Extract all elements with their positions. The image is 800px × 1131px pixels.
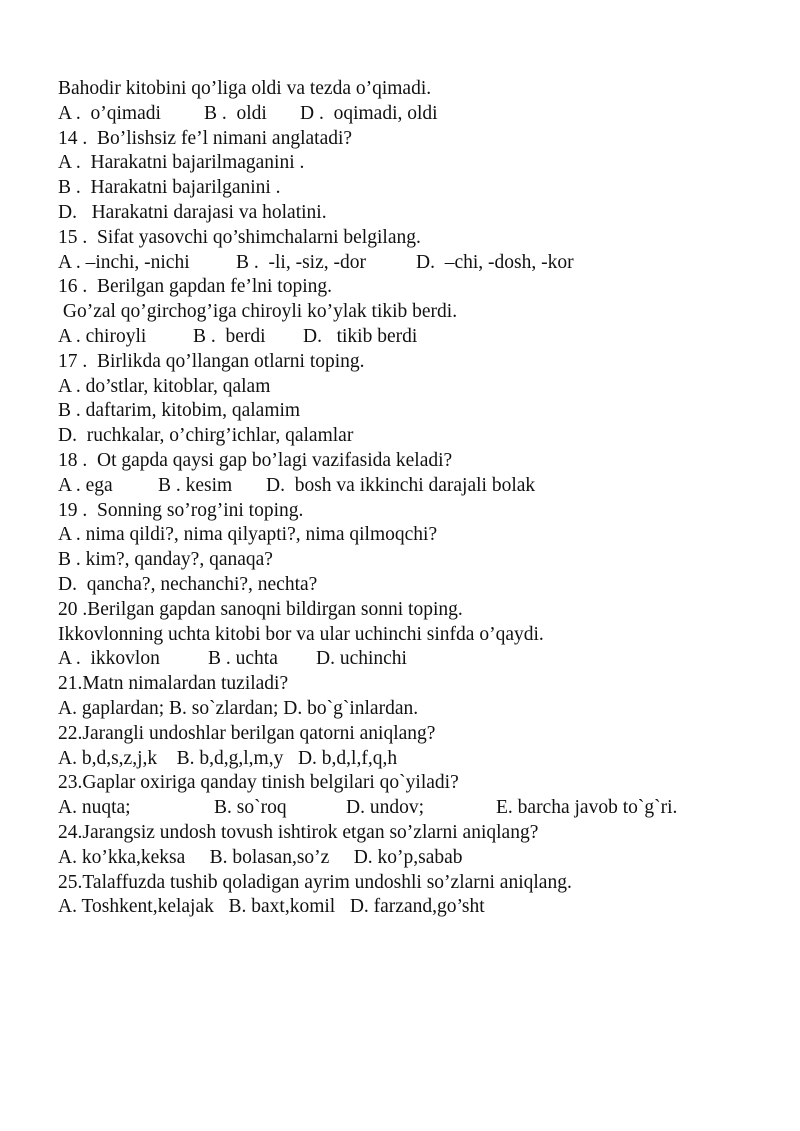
- answer-option: A . chiroyli: [58, 325, 147, 347]
- answer-option: A . ikkovlon: [58, 648, 160, 670]
- answer-option: B . berdi: [193, 325, 266, 347]
- answer-option: A . o’qimadi: [58, 102, 161, 124]
- answer-option: D. bosh va ikkinchi darajali bolak: [266, 474, 536, 496]
- text-line: A. gaplardan; B. so`zlardan; D. bo`g`inlardan.: [58, 697, 419, 719]
- text-line: Go’zal qo’girchog’iga chiroyli ko’ylak tikib berdi.: [58, 301, 458, 323]
- answer-option: D. –chi, -dosh, -kor: [416, 251, 574, 273]
- text-line: A . nima qildi?, nima qilyapti?, nima qilmoqchi?: [58, 524, 438, 546]
- text-line: B . daftarim, kitobim, qalamim: [58, 400, 301, 422]
- text-line: Ikkovlonning uchta kitobi bor va ular uchinchi sinfda o’qaydi.: [58, 623, 544, 645]
- text-line: D. ruchkalar, o’chirg’ichlar, qalamlar: [58, 425, 354, 447]
- text-line: 15 . Sifat yasovchi qo’shimchalarni belgilang.: [58, 226, 421, 248]
- answer-options-line: [58, 474, 778, 499]
- answer-options-line: [58, 796, 778, 821]
- text-line: 24.Jarangsiz undosh tovush ishtirok etgan so’zlarni aniqlang?: [58, 821, 539, 843]
- answer-option: A. nuqta;: [58, 797, 131, 819]
- text-line: 18 . Ot gapda qaysi gap bo’lagi vazifasida keladi?: [58, 449, 453, 471]
- answer-option: E. barcha javob to`g`ri.: [496, 797, 678, 819]
- text-line: A. b,d,s,z,j,k B. b,d,g,l,m,y D. b,d,l,f,q,h: [58, 747, 398, 769]
- text-line: A. Toshkent,kelajak B. baxt,komil D. farzand,go’sht: [58, 896, 485, 918]
- text-line: D. qancha?, nechanchi?, nechta?: [58, 573, 318, 595]
- answer-option: D . oqimadi, oldi: [300, 102, 438, 124]
- answer-option: A . ega: [58, 474, 113, 496]
- answer-option: B . -li, -siz, -dor: [236, 251, 366, 273]
- answer-option: B . uchta: [208, 648, 278, 670]
- answer-option: D. undov;: [346, 797, 424, 819]
- text-line: A . Harakatni bajarilmaganini .: [58, 152, 305, 174]
- answer-options-line: [58, 251, 778, 276]
- text-line: 22.Jarangli undoshlar berilgan qatorni aniqlang?: [58, 722, 436, 744]
- text-line: A. ko’kka,keksa B. bolasan,so’z D. ko’p,sabab: [58, 846, 463, 868]
- answer-options-line: [58, 102, 778, 127]
- text-line: Bahodir kitobini qo’liga oldi va tezda o’qimadi.: [58, 78, 432, 99]
- document-page: [58, 77, 778, 920]
- answer-options-line: [58, 325, 778, 350]
- text-line: A . do’stlar, kitoblar, qalam: [58, 375, 271, 397]
- text-line: 25.Talaffuzda tushib qoladigan ayrim undoshli so’zlarni aniqlang.: [58, 871, 572, 893]
- text-line: D. Harakatni darajasi va holatini.: [58, 201, 327, 223]
- answer-option: B . kesim: [158, 474, 233, 496]
- text-line: 19 . Sonning so’rog’ini toping.: [58, 499, 304, 521]
- text-line: 16 . Berilgan gapdan fe’lni toping.: [58, 276, 333, 298]
- answer-option: B . oldi: [204, 102, 267, 124]
- text-line: 17 . Birlikda qo’llangan otlarni toping.: [58, 350, 365, 372]
- text-line: 20 .Berilgan gapdan sanoqni bildirgan sonni toping.: [58, 598, 463, 620]
- answer-option: D. tikib berdi: [303, 325, 418, 347]
- text-line: 21.Matn nimalardan tuziladi?: [58, 673, 289, 695]
- answer-option: A . –inchi, -nichi: [58, 251, 190, 273]
- text-line: B . kim?, qanday?, qanaqa?: [58, 549, 273, 571]
- text-line: 23.Gaplar oxiriga qanday tinish belgilari qo`yiladi?: [58, 772, 459, 794]
- text-line: B . Harakatni bajarilganini .: [58, 177, 281, 199]
- answer-options-line: [58, 647, 778, 672]
- answer-option: B. so`roq: [214, 797, 287, 819]
- answer-option: D. uchinchi: [316, 648, 407, 670]
- text-line: 14 . Bo’lishsiz fe’l nimani anglatadi?: [58, 127, 353, 149]
